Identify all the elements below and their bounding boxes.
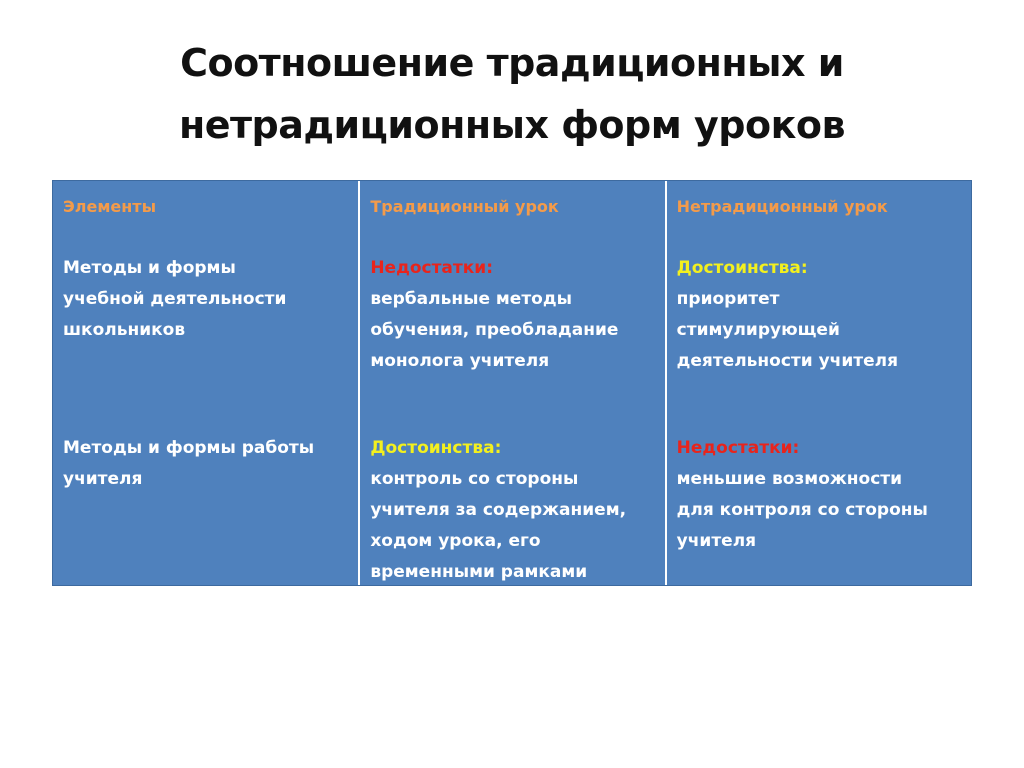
- column-header-nontraditional: Нетрадиционный урок: [676, 197, 888, 216]
- cell-line: временными рамками: [370, 562, 588, 582]
- cell-line: учебной деятельности: [63, 289, 287, 309]
- cell-line: стимулирующей: [676, 320, 840, 340]
- cell-traditional-teacher: [370, 433, 658, 588]
- cell-line: деятельности учителя: [676, 351, 899, 371]
- cell-nontraditional-students: [677, 253, 961, 377]
- cell-line: школьников: [63, 320, 186, 340]
- cell-line: учителя: [63, 469, 143, 489]
- advantages-label: Достоинства:: [370, 438, 502, 458]
- title-line-1: Соотношение традиционных и: [180, 41, 844, 85]
- advantages-label: Достоинства:: [676, 258, 808, 278]
- cell-traditional-students: [370, 253, 654, 377]
- comparison-table: [52, 180, 972, 586]
- cell-line: учителя: [676, 531, 757, 551]
- disadvantages-label: Недостатки:: [676, 438, 800, 458]
- title-line-2: нетрадиционных форм уроков: [178, 103, 846, 147]
- cell-line: контроль со стороны: [370, 469, 579, 489]
- cell-elements-students: [63, 253, 348, 346]
- cell-line: для контроля со стороны: [676, 500, 928, 520]
- cell-line: меньшие возможности: [676, 469, 903, 489]
- column-header-traditional: Традиционный урок: [370, 197, 559, 216]
- cell-line: приоритет: [676, 289, 780, 309]
- slide-title: [40, 32, 984, 156]
- column-header-elements: Элементы: [63, 197, 157, 216]
- column-elements: [53, 181, 358, 585]
- cell-line: Методы и формы работы: [63, 438, 315, 458]
- cell-line: вербальные методы: [370, 289, 572, 309]
- cell-line: обучения, преобладание: [370, 320, 619, 340]
- cell-nontraditional-teacher: [677, 433, 965, 557]
- column-nontraditional: [665, 181, 971, 585]
- cell-line: монолога учителя: [370, 351, 550, 371]
- disadvantages-label: Недостатки:: [370, 258, 493, 278]
- cell-elements-teacher: [63, 433, 352, 495]
- cell-line: ходом урока, его: [370, 531, 541, 551]
- column-traditional: [358, 181, 664, 585]
- cell-line: учителя за содержанием,: [370, 500, 627, 520]
- cell-line: Методы и формы: [63, 258, 236, 278]
